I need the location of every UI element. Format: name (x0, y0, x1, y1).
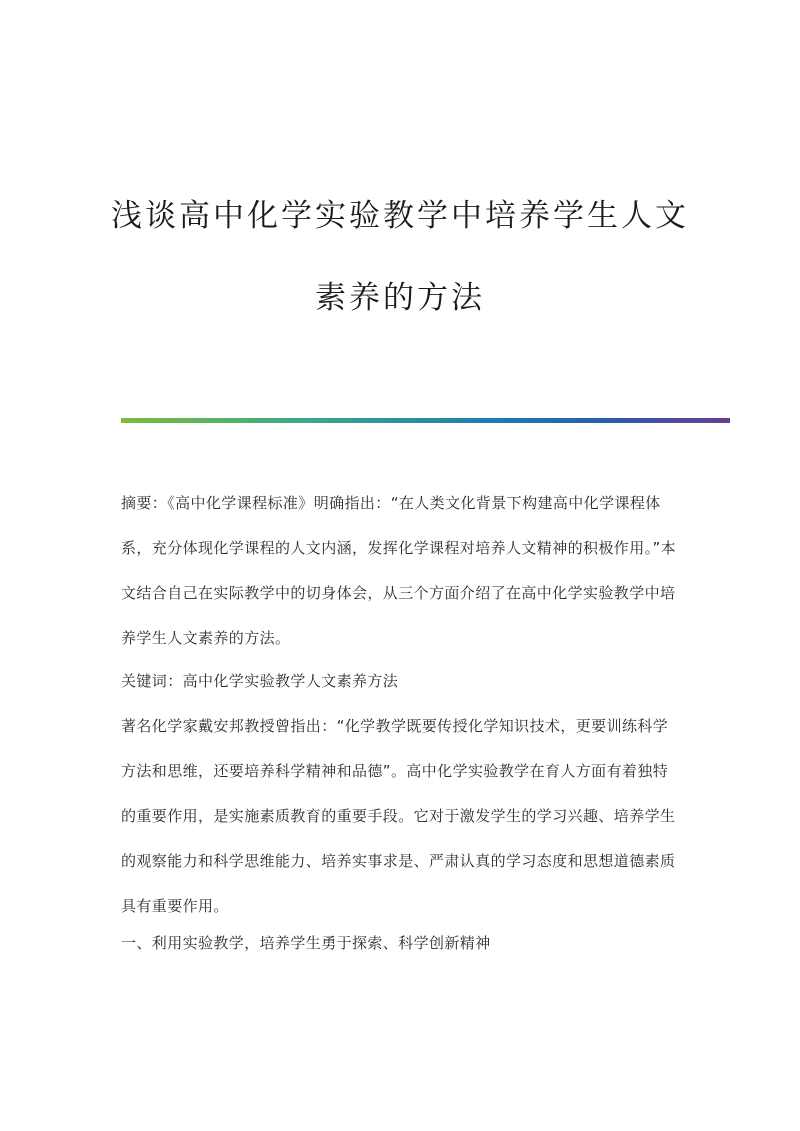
keywords-paragraph (121, 659, 681, 704)
intro-paragraph: 著名化学家戴安邦教授曾指出：“化学教学既要传授化学知识技术，更要训练科学方法和思维，还要培养科学精神和品德”。高中化学实验教学在育人方面有着独特的重要作用，是实施素质教育的重要手段。它对于激发学生的学习兴趣、培养学生的观察能力和科学思维能力、培养实事求是、严肃认真的学习态度和思想道德素质具有重要作用。 (121, 717, 676, 915)
keywords-label: 关键词： (121, 672, 183, 690)
document-title-line-2: 素养的方法 (315, 280, 485, 316)
section-heading-1: 一、利用实验教学，培养学生勇于探索、科学创新精神 (121, 934, 491, 952)
abstract-paragraph (121, 481, 681, 661)
abstract-text: 《高中化学课程标准》明确指出：“在人类文化背景下构建高中化学课程体系，充分体现化学课程的人文内涵，发挥化学课程对培养人文精神的积极作用。”本文结合自己在实际教学中的切身体会，从三个方面介绍了在高中化学实验教学中培养学生人文素养的方法。 (121, 494, 677, 647)
document-title-line-1: 浅谈高中化学实验教学中培养学生人文 (111, 198, 689, 234)
keywords-text: 高中化学实验教学人文素养方法 (182, 672, 399, 690)
abstract-label: 摘要： (121, 494, 168, 512)
title-divider (121, 418, 730, 423)
